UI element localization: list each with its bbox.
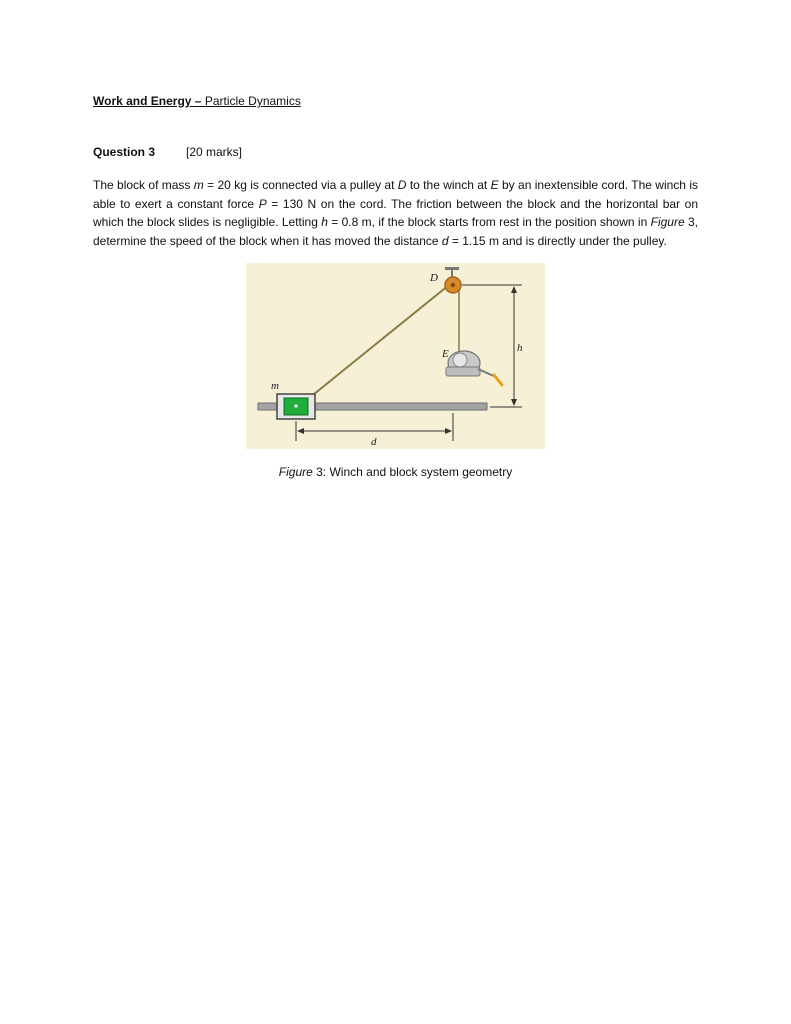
d-arrow-right <box>445 428 452 434</box>
caption-figure-word: Figure <box>278 465 313 479</box>
figure-drawing <box>246 263 545 449</box>
winch-icon <box>446 351 502 385</box>
figure-caption <box>0 465 791 479</box>
text-span: = 20 kg is connected via a pulley at <box>203 178 398 192</box>
label-d-distance: d <box>371 436 377 448</box>
block-pin <box>294 404 297 407</box>
winch-block-figure <box>246 263 545 449</box>
figure-reference: Figure <box>650 215 685 230</box>
symbol-p: P <box>258 196 267 211</box>
label-h: h <box>517 342 523 354</box>
text-span: The block of mass <box>93 178 194 192</box>
label-m: m <box>271 380 279 392</box>
text-span: by an inextensible cord. The winch is able to exert a constant force <box>93 178 699 211</box>
question-text <box>93 176 698 250</box>
caption-text: 3: Winch and block system geometry <box>312 465 513 479</box>
d-arrow-left <box>297 428 304 434</box>
symbol-e-point: E <box>490 178 499 192</box>
heading-subtopic: Particle Dynamics <box>201 94 301 108</box>
symbol-h: h <box>321 215 328 230</box>
text-span: = 130 N on the cord. The friction between the block and the horizontal bar on which the block slides is negligible. Letting <box>93 196 698 230</box>
h-arrow-bottom <box>511 399 517 406</box>
text-span: = 0.8 m, if the block starts from rest in the position shown in <box>327 215 651 230</box>
section-heading <box>93 94 301 108</box>
pulley-mount <box>445 267 459 270</box>
h-arrow-top <box>511 286 517 293</box>
label-d-point: D <box>430 272 438 284</box>
text-span: = 1.15 m and is directly under the pulley. <box>448 233 667 248</box>
text-span: to the winch at <box>406 178 491 192</box>
symbol-m: m <box>193 178 204 192</box>
heading-topic: Work and Energy – <box>93 94 202 108</box>
pulley-axle <box>451 283 455 287</box>
text-span: 3, determine the speed of the block when it has moved the distance <box>93 215 698 248</box>
question-marks: [20 marks] <box>186 145 243 159</box>
cord-inclined <box>303 285 449 403</box>
label-e-point: E <box>442 348 449 360</box>
symbol-d-distance: d <box>441 233 449 248</box>
question-label: Question 3 <box>93 145 156 159</box>
symbol-d-point: D <box>397 178 407 192</box>
question-header <box>93 145 243 159</box>
